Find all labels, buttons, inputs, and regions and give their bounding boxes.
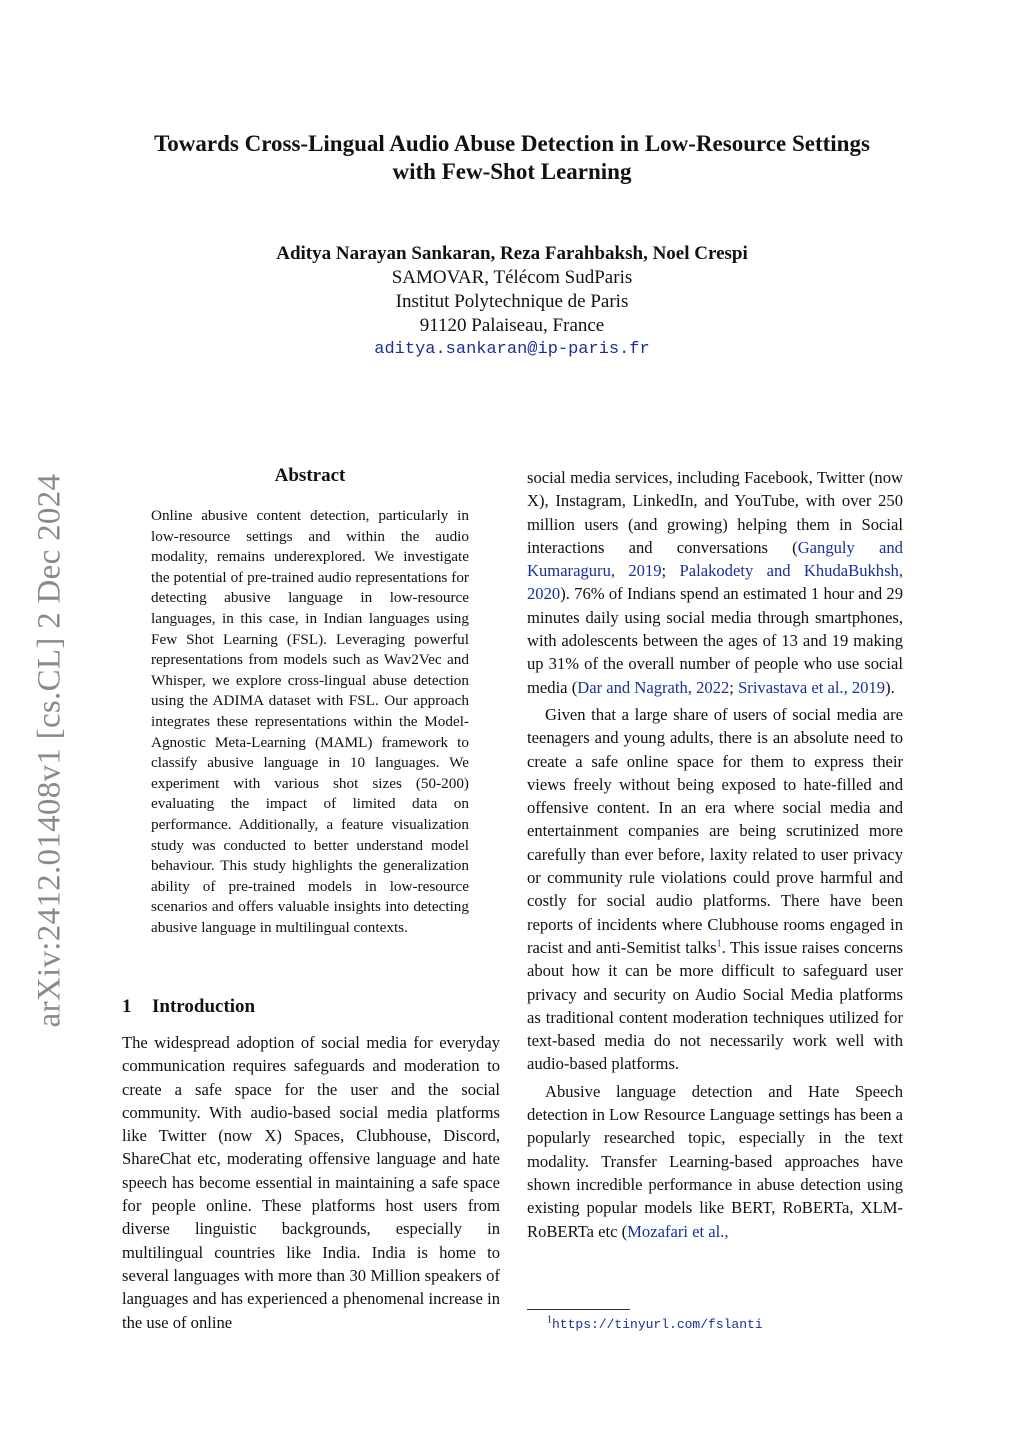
affiliation-line-1: SAMOVAR, Télécom SudParis [391,267,633,288]
arxiv-id-text: arXiv:2412.01408v1 [cs.CL] 2 Dec 2024 [31,473,68,1027]
footnote-divider [527,1309,630,1310]
author-email-link[interactable]: aditya.sankaran@ip-paris.fr [374,340,650,359]
citation-link[interactable]: Mozafari et al., [627,1221,729,1241]
citation-link[interactable]: Palakodety and KhudaBukhsh, 2020 [527,561,903,604]
intro-paragraph-1: The widespread adoption of social media for everyday communication requires safeguards and moderation to create a safe space for the user and the social community. With audio-based social media platforms like Twitter (now X) Spaces, Clubhouse, Discord, ShareChat etc, moderating offensive language and hate speech has become essential in maintaining a safe space for people online. These platforms host users from diverse linguistic backgrounds, especially in multilingual countries like India. India is home to several languages with more than 30 Million speakers of languages and has experienced a phenomenal increase in the use of online [122,1033,500,1332]
footnote [547,1316,763,1332]
abstract-heading: Abstract [274,465,346,486]
citation-link[interactable]: Ganguly and Kumaraguru, 2019 [527,537,903,581]
section-heading-introduction [122,996,255,1018]
section-title: Introduction [152,996,256,1017]
paper-title [0,130,1024,186]
section-number: 1 [122,996,132,1017]
paper-title-line-2: with Few-Shot Learning [392,159,632,184]
footnote-url-link[interactable]: https://tinyurl.com/fslanti [552,1317,763,1332]
left-column [122,1031,500,1334]
right-column [527,466,903,1243]
paper-title-line-1: Towards Cross-Lingual Audio Abuse Detection in Low-Resource Settings [154,131,870,156]
citation-link[interactable]: Srivastava et al., 2019 [738,677,886,697]
author-block [0,242,1024,362]
affiliation-line-3: 91120 Palaiseau, France [419,315,605,336]
arxiv-side-identifier [28,455,72,1045]
footnote-number: 1 [547,1314,552,1326]
author-names: Aditya Narayan Sankaran, Reza Farahbaksh, Noel Crespi [276,243,748,264]
citation-link[interactable]: Dar and Nagrath, 2022 [577,677,730,697]
abstract-text: Online abusive content detection, particularly in low-resource settings and within the audio modality, remains underexplored. We investigate the potential of pre-trained audio representations for detecting abusive language in low-resource languages, in this case, in Indian languages using Few Shot Learning (FSL). Leveraging powerful representations from models such as Wav2Vec and Whisper, we explore cross-lingual abuse detection using the ADIMA dataset with FSL. Our approach integrates these representations within the Model-Agnostic Meta-Learning (MAML) framework to classify abusive language in 10 languages. We experiment with various shot sizes (50-200) evaluating the impact of limited data on performance. Additionally, a feature visualization study was conducted to better understand model behaviour. This study highlights the generalization ability of pre-trained models in low-resource scenarios and offers valuable insights into detecting abusive language in multilingual contexts. [151,507,469,936]
footnote-marker-link[interactable]: 1 [716,938,722,950]
affiliation-line-2: Institut Polytechnique de Paris [395,291,629,312]
intro-paragraph-2: Given that a large share of users of social media are teenagers and young adults, there is an absolute need to create a safe online space for them to express their views freely without being exposed to hate-filled and offensive content. In an era where social media and entertainment companies are being scrutinized more carefully than ever before, laxity related to user privacy or community rule violations could prove harmful and costly for social audio platforms. There have been reports of incidents where Clubhouse rooms engaged in racist and anti-Semitist talks$^1$. This issue raises concerns about how it can be more difficult to safeguard user privacy and security on Audio Social Media platforms as traditional content moderation techniques utilized for text-based media do not necessarily work well with audio-based platforms. [527,704,903,1074]
intro-paragraph-3: Abusive language detection and Hate Speech detection in Low Resource Language settings has been a popularly researched topic, especially in the text modality. Transfer Learning-based approaches have shown incredible performance in abuse detection using existing popular models like BERT, RoBERTa, XLM-RoBERTa etc (Mozafari et al., [527,1081,904,1241]
intro-paragraph-1-continued: social media services, including Facebook, Twitter (now X), Instagram, LinkedIn, and YouTube, with over 250 million users (and growing) helping them in Social interactions and conversations (Ganguly and Kumaraguru, 2019; Palakodety and KhudaBukhsh, 2020). 76% of Indians spend an estimated 1 hour and 29 minutes daily using social media through smartphones, with adolescents between the ages of 13 and 19 making up 31% of the overall number of people who use social media (Dar and Nagrath, 2022; Srivastava et al., 2019). [527,468,903,697]
